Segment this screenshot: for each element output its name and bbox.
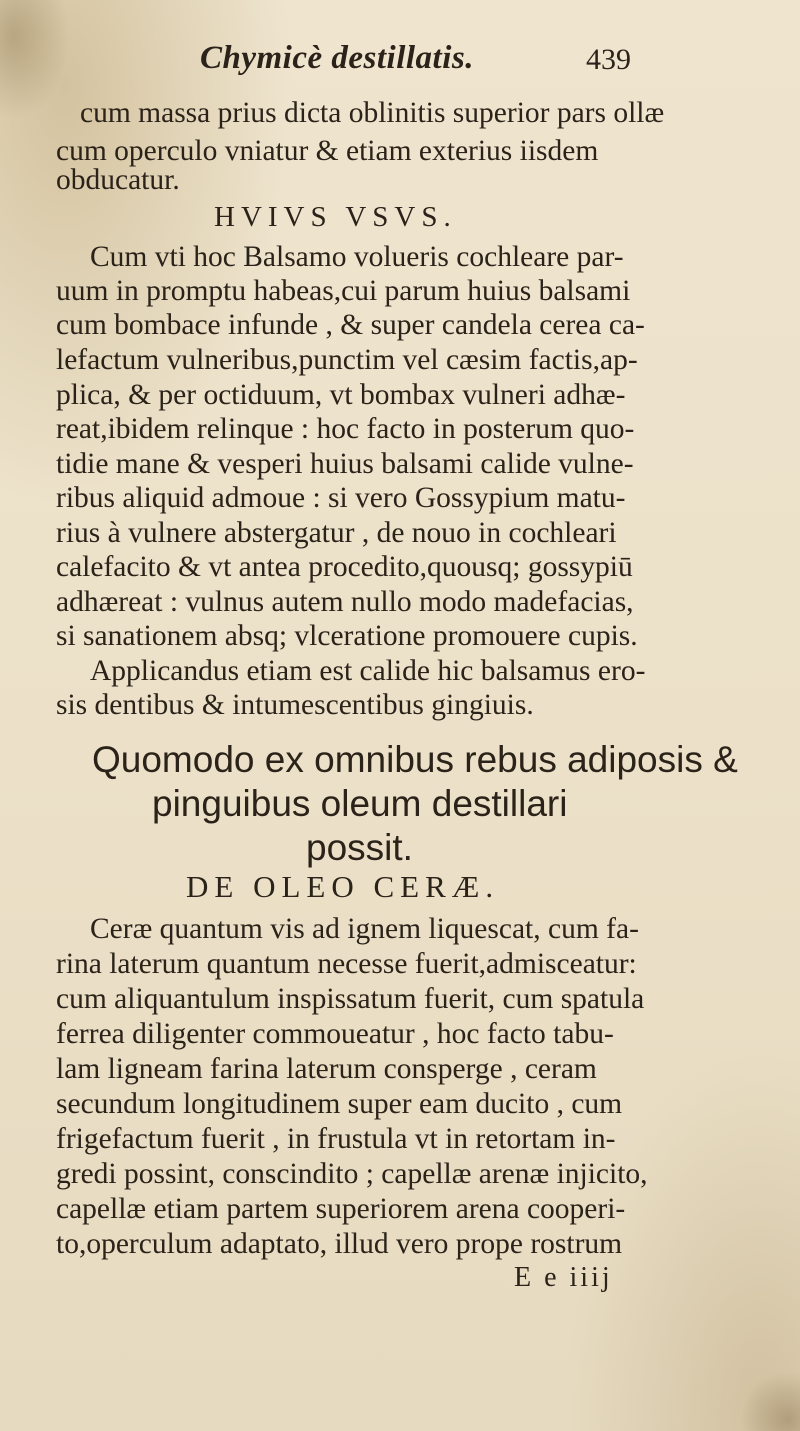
text-line: adhæreat : vulnus autem nullo modo madefacias,: [56, 586, 634, 618]
text-line: cum massa prius dicta oblinitis superior pars ollæ: [80, 97, 665, 129]
text-line: capellæ etiam partem superiorem arena cooperi-: [56, 1193, 626, 1225]
text-line: Ceræ quantum vis ad ignem liquescat, cum fa-: [90, 913, 639, 945]
text-line: reat,ibidem relinque : hoc facto in posterum quo-: [56, 413, 635, 445]
text-line: lam ligneam farina laterum consperge , ceram: [56, 1053, 597, 1085]
corner-stain-bottom-right: [740, 1371, 800, 1431]
text-line: cum aliquantulum inspissatum fuerit, cum spatula: [56, 983, 645, 1015]
page-header: [0, 40, 800, 90]
text-line: plica, & per octiduum, vt bombax vulneri adhæ-: [56, 379, 626, 411]
chapter-title-line: pinguibus oleum destillari: [152, 783, 568, 824]
text-line: sis dentibus & intumescentibus gingiuis.: [56, 689, 534, 721]
text-line: Applicandus etiam est calide hic balsamus ero-: [90, 655, 646, 687]
text-line: uum in promptu habeas,cui parum huius balsami: [56, 275, 631, 307]
text-line: cum operculo vniatur & etiam exterius iisdem: [56, 135, 599, 167]
text-line: ferrea diligenter commoueatur , hoc facto tabu-: [56, 1018, 614, 1050]
text-line: rius à vulnere abstergatur , de nouo in cochleari: [56, 517, 617, 549]
text-line: frigefactum fuerit , in frustula vt in retortam in-: [56, 1123, 616, 1155]
text-line: secundum longitudinem super eam ducito , cum: [56, 1088, 623, 1120]
text-line: calefacito & vt antea procedito,quousq; gossypiū: [56, 551, 633, 583]
text-line: si sanationem absq; vlceratione promouere cupis.: [56, 620, 638, 652]
section-heading: HVIVS VSVS.: [214, 201, 457, 233]
chapter-title-line: possit.: [306, 827, 413, 868]
page-number: 439: [586, 43, 631, 76]
section-heading: DE OLEO CERÆ.: [186, 869, 500, 904]
text-line: to,operculum adaptato, illud vero prope rostrum: [56, 1228, 623, 1260]
text-line: obducatur.: [56, 164, 180, 196]
text-line: ribus aliquid admoue : si vero Gossypium matu-: [56, 482, 626, 514]
text-line: lefactum vulneribus,punctim vel cæsim factis,ap-: [56, 344, 638, 376]
running-title: Chymicè destillatis.: [200, 40, 474, 76]
text-line: rina laterum quantum necesse fuerit,admisceatur:: [56, 948, 637, 980]
chapter-title-line: Quomodo ex omnibus rebus adiposis &: [92, 739, 738, 780]
text-line: cum bombace infunde , & super candela cerea ca-: [56, 309, 645, 341]
catchword-signature: E e iiij: [514, 1262, 613, 1293]
text-line: tidie mane & vesperi huius balsami calide vulne-: [56, 448, 634, 480]
text-line: Cum vti hoc Balsamo volueris cochleare par-: [90, 241, 624, 273]
text-line: gredi possint, conscindito ; capellæ arenæ injicito,: [56, 1158, 648, 1190]
